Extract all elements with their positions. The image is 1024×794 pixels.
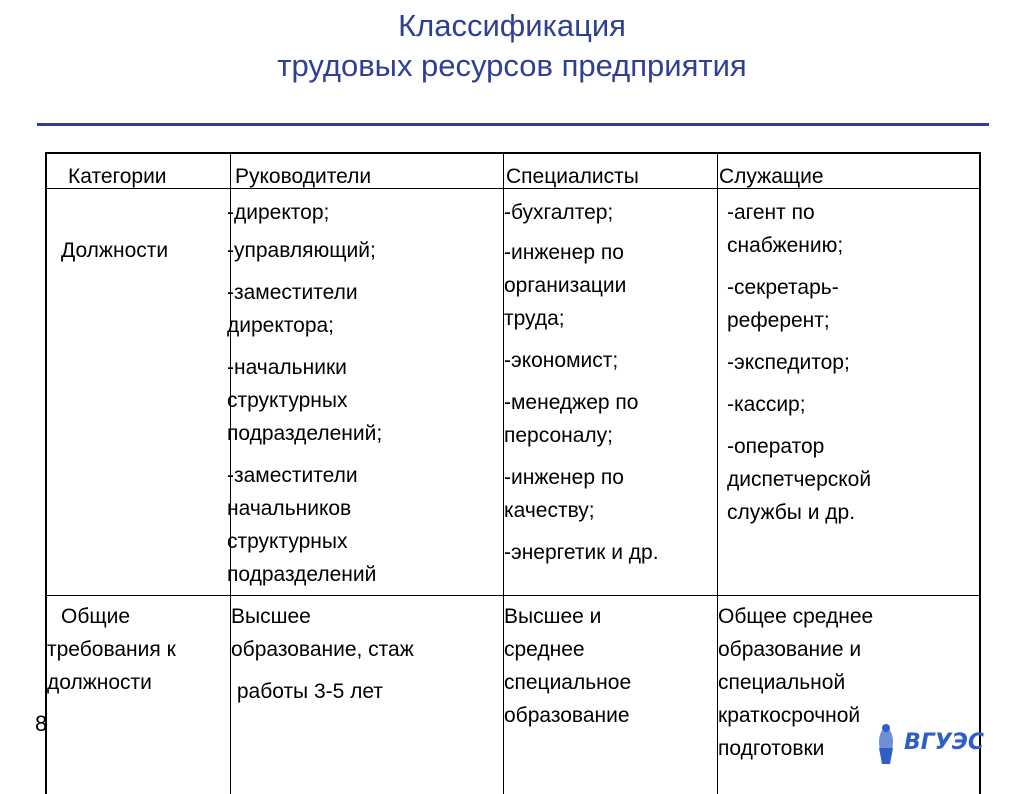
- column-divider: [717, 154, 718, 794]
- list-item: -оператор: [727, 435, 825, 458]
- requirement-line: Высшее и: [504, 605, 602, 628]
- requirement-line: работы 3-5 лет: [231, 680, 384, 703]
- list-item: -кассир;: [727, 393, 806, 416]
- header-employees: Служащие: [719, 165, 824, 188]
- list-item: -менеджер по: [504, 391, 639, 414]
- list-item: директора;: [227, 314, 335, 337]
- requirement-line: Общее среднее: [718, 605, 874, 628]
- requirement-line: среднее: [504, 638, 585, 661]
- list-item: -управляющий;: [227, 239, 376, 262]
- list-item: подразделений: [227, 563, 377, 586]
- slide-title: [0, 6, 1024, 86]
- requirement-line: Высшее: [231, 605, 311, 628]
- requirements-label-line: требования к: [47, 638, 176, 661]
- requirement-line: образование и: [718, 638, 862, 661]
- university-logo: [872, 718, 1002, 767]
- list-item: референт;: [727, 309, 830, 332]
- list-item: -инженер по: [504, 466, 624, 489]
- requirement-line: подготовки: [718, 737, 825, 760]
- list-item: структурных: [227, 389, 348, 412]
- requirement-line: образование, стаж: [231, 638, 414, 661]
- list-item: -заместители: [227, 464, 358, 487]
- list-item: -агент по: [727, 201, 815, 224]
- header-specialists: Специалисты: [506, 165, 639, 188]
- list-item: начальников: [227, 497, 352, 520]
- list-item: структурных: [227, 530, 348, 553]
- logo-emblem-icon: [879, 724, 893, 764]
- list-item: -секретарь-: [727, 276, 839, 299]
- list-item: подразделений;: [227, 422, 383, 445]
- list-item: службы и др.: [727, 501, 856, 524]
- row-label-positions: Должности: [61, 239, 169, 262]
- title-line-1: Классификация: [398, 8, 626, 43]
- list-item: -бухгалтер;: [504, 201, 614, 224]
- requirement-line: образование: [504, 704, 630, 727]
- list-item: диспетчерской: [727, 468, 872, 491]
- list-item: -экономист;: [504, 349, 619, 372]
- list-item: -энергетик и др.: [504, 541, 659, 564]
- requirement-line: специальное: [504, 671, 632, 694]
- requirements-label-line: должности: [47, 671, 152, 694]
- requirements-label-line: Общие: [61, 605, 131, 628]
- header-categories: Категории: [68, 165, 167, 188]
- slide-number: 8: [35, 711, 48, 736]
- list-item: труда;: [504, 307, 565, 330]
- requirement-line: краткосрочной: [718, 704, 861, 727]
- logo-text: ВГУЭС: [904, 730, 985, 755]
- list-item: организации: [504, 274, 627, 297]
- list-item: -заместители: [227, 281, 358, 304]
- list-item: -инженер по: [504, 241, 624, 264]
- row-divider: [47, 595, 979, 596]
- requirement-line: специальной: [718, 671, 846, 694]
- list-item: персоналу;: [504, 424, 614, 447]
- list-item: качеству;: [504, 499, 595, 522]
- header-managers: Руководители: [235, 165, 372, 188]
- list-item: -директор;: [227, 201, 330, 224]
- list-item: -начальники: [227, 356, 347, 379]
- title-divider: [37, 123, 989, 126]
- list-item: -экспедитор;: [727, 351, 850, 374]
- title-line-2: трудовых ресурсов предприятия: [277, 48, 747, 83]
- classification-table: [45, 152, 981, 794]
- list-item: снабжению;: [727, 234, 844, 257]
